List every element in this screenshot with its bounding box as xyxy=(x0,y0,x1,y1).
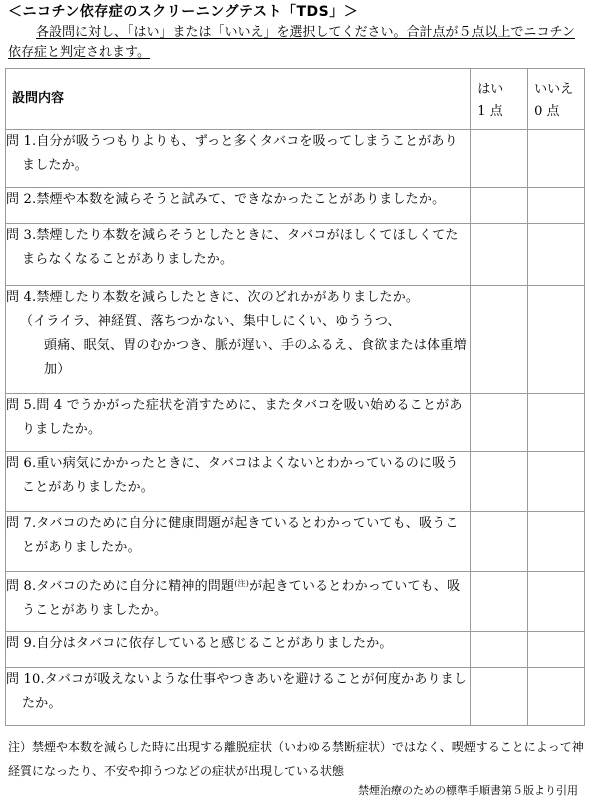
question-5 xyxy=(6,394,471,452)
footnote-marker: (注) xyxy=(234,579,250,588)
question-text: 問 2.禁煙や本数を減らそうと試みて、できなかったことがありましたか。 xyxy=(6,192,446,207)
table-row xyxy=(6,632,585,668)
answer-yes-cell[interactable] xyxy=(471,452,528,512)
question-4 xyxy=(6,286,471,394)
answer-yes-cell[interactable] xyxy=(471,632,528,668)
question-4-detail-2: 頭痛、眠気、胃のむかつき、脈が遅い、手のふるえ、食欲または体重増加） xyxy=(44,338,467,377)
question-text: 問 3.禁煙したり本数を減らそうとしたときに、タバコがほしくてほしくてたまらなくなることがありましたか。 xyxy=(6,228,459,267)
footnote: 注）禁煙や本数を減らした時に出現する離脱症状（いわゆる禁断症状）ではなく、喫煙することによって神経質になったり、不安や抑うつなどの症状が出現している状態 xyxy=(8,740,584,778)
header-yes-points: 1 点 xyxy=(477,104,503,119)
answer-no-cell[interactable] xyxy=(528,188,585,224)
screening-table xyxy=(5,68,585,726)
question-8 xyxy=(6,572,471,632)
header-yes-cell xyxy=(471,69,527,129)
question-8-text-before: 問 8.タバコのために自分に精神的問題 xyxy=(6,579,235,594)
header-no-label: いいえ xyxy=(534,82,574,97)
source-citation: 禁煙治療のための標準手順書第５版より引用 xyxy=(358,784,578,797)
instructions-text: 各設問に対し、「はい」または「いいえ」を選択してください。合計点が５点以上でニコチン依存症と判定されます。 xyxy=(8,25,575,60)
question-8-text-after: が起きているとわかっていても、吸うことがありましたか。 xyxy=(22,579,461,618)
answer-no-cell[interactable] xyxy=(528,224,585,286)
answer-yes-cell[interactable] xyxy=(471,130,528,188)
table-row xyxy=(6,224,585,286)
table-row xyxy=(6,512,585,572)
question-text: 問 7.タバコのために自分に健康問題が起きているとわかっていても、吸うことがありましたか。 xyxy=(6,516,459,555)
question-text: 問 10.タバコが吸えないような仕事やつきあいを避けることが何度かありましたか。 xyxy=(6,672,468,711)
answer-yes-cell[interactable] xyxy=(471,224,528,286)
question-text: 問 9.自分はタバコに依存していると感じることがありましたか。 xyxy=(6,636,393,651)
answer-no-cell[interactable] xyxy=(528,286,585,394)
header-yes xyxy=(471,69,528,130)
question-6 xyxy=(6,452,471,512)
answer-no-cell[interactable] xyxy=(528,632,585,668)
table-row xyxy=(6,572,585,632)
question-9 xyxy=(6,632,471,668)
header-yes-label: はい xyxy=(477,82,504,97)
question-7 xyxy=(6,512,471,572)
answer-no-cell[interactable] xyxy=(528,452,585,512)
question-text: 問 5.問 4 でうかがった症状を消すために、またタバコを吸い始めることがありましたか。 xyxy=(6,398,463,437)
answer-no-cell[interactable] xyxy=(528,394,585,452)
header-question xyxy=(6,69,471,130)
question-2 xyxy=(6,188,471,224)
answer-yes-cell[interactable] xyxy=(471,572,528,632)
question-1 xyxy=(6,130,471,188)
question-text: 問 1.自分が吸うつもりよりも、ずっと多くタバコを吸ってしまうことがありましたか。 xyxy=(6,134,458,173)
header-no-points: 0 点 xyxy=(534,104,560,119)
answer-no-cell[interactable] xyxy=(528,130,585,188)
table-row xyxy=(6,394,585,452)
answer-yes-cell[interactable] xyxy=(471,286,528,394)
answer-yes-cell[interactable] xyxy=(471,394,528,452)
header-no xyxy=(528,69,585,130)
answer-no-cell[interactable] xyxy=(528,512,585,572)
table-row xyxy=(6,452,585,512)
header-question-label: 設問内容 xyxy=(12,91,65,106)
answer-no-cell[interactable] xyxy=(528,572,585,632)
header-no-cell xyxy=(528,69,584,129)
table-row xyxy=(6,668,585,726)
question-text: 問 6.重い病気にかかったときに、タバコはよくないとわかっているのに吸うことがありましたか。 xyxy=(6,456,459,495)
answer-yes-cell[interactable] xyxy=(471,188,528,224)
instructions xyxy=(8,23,580,63)
table-row xyxy=(6,130,585,188)
document-title: ＜ニコチン依存症のスクリーニングテスト「TDS」＞ xyxy=(8,4,359,20)
table-header-row xyxy=(6,69,585,130)
question-3 xyxy=(6,224,471,286)
question-text: 問 4.禁煙したり本数を減らしたときに、次のどれかがありましたか。 xyxy=(6,290,420,305)
question-text xyxy=(6,572,470,623)
answer-no-cell[interactable] xyxy=(528,668,585,726)
question-4-detail: （イライラ、神経質、落ちつかない、集中しにくい、ゆううつ、 xyxy=(20,314,401,329)
table-row xyxy=(6,188,585,224)
answer-yes-cell[interactable] xyxy=(471,512,528,572)
answer-yes-cell[interactable] xyxy=(471,668,528,726)
question-10 xyxy=(6,668,471,726)
table-row xyxy=(6,286,585,394)
